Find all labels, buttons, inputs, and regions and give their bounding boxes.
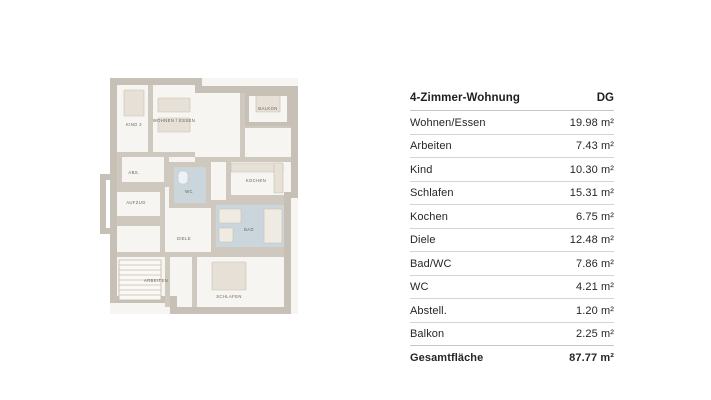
room-label-aufzug: AUFZUG (126, 200, 146, 205)
room-area: 12.48 m² (569, 234, 614, 246)
legend-row (410, 229, 614, 253)
legend-row (410, 205, 614, 229)
legend-header (410, 92, 614, 111)
room-area: 6.75 m² (576, 210, 614, 223)
room-area: 1.20 m² (576, 304, 614, 317)
total-label: Gesamtfläche (410, 352, 484, 364)
floor-badge: DG (596, 92, 614, 104)
legend-row (410, 135, 614, 159)
legend-row (410, 158, 614, 182)
legend-row (410, 323, 614, 347)
room-name: Kind (410, 163, 433, 176)
room-area: 7.43 m² (576, 140, 614, 152)
room-label-wc: WC (185, 189, 193, 194)
room-name: Schlafen (410, 187, 454, 199)
room-name: Wohnen/Essen (410, 116, 486, 129)
room-label-wohnen: WOHNEN / ESSEN (152, 118, 196, 123)
room-name: Bad/WC (410, 257, 452, 270)
room-label-kind: KIND 2 (126, 122, 142, 127)
room-area: 4.21 m² (576, 281, 614, 293)
room-label-arbeiten: ARBEITEN (143, 278, 169, 283)
room-name: Kochen (410, 210, 448, 223)
legend-row (410, 111, 614, 135)
room-name: Diele (410, 234, 436, 246)
legend-total-row (410, 345, 614, 369)
room-label-diele: DIELE (176, 236, 192, 241)
room-area: 15.31 m² (569, 187, 614, 199)
room-area: 10.30 m² (569, 163, 614, 176)
room-name: Balkon (410, 328, 445, 340)
room-label-balkon: BALKON (258, 106, 278, 111)
room-label-bad: BAD (244, 227, 254, 232)
room-label-abs: ABS. (128, 170, 140, 175)
room-name: WC (410, 281, 429, 293)
apartment-type-title: 4-Zimmer-Wohnung (410, 92, 520, 104)
legend-row (410, 299, 614, 323)
room-label-schlafen: SCHLAFEN (216, 294, 242, 299)
room-area: 2.25 m² (576, 328, 614, 340)
room-name: Arbeiten (410, 140, 452, 152)
floor-plan-drawing (88, 64, 328, 324)
legend-row (410, 252, 614, 276)
legend-row (410, 182, 614, 206)
room-name: Abstell. (410, 304, 447, 317)
room-area: 19.98 m² (569, 116, 614, 129)
room-area: 7.86 m² (576, 257, 614, 270)
room-label-kochen: KOCHEN (245, 178, 267, 183)
area-legend (410, 92, 614, 369)
legend-row (410, 276, 614, 300)
total-area: 87.77 m² (569, 352, 614, 364)
